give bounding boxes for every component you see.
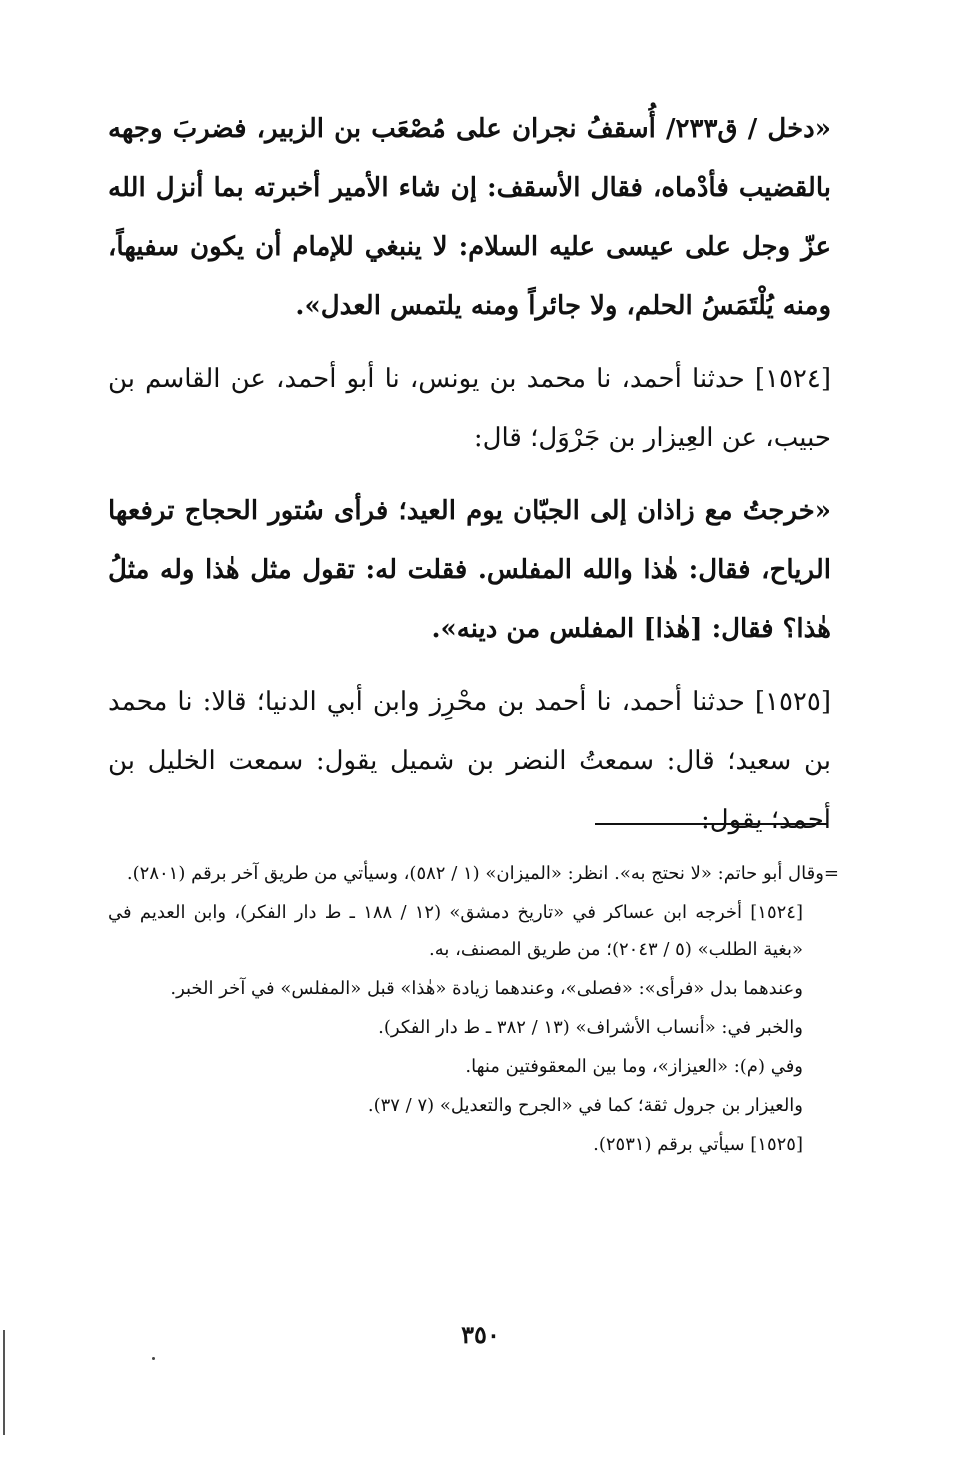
footnote-1525: [١٥٢٥] سيأتي برقم (٢٥٣١). [593,1134,803,1155]
main-text [108,100,831,850]
paragraph-1524-isnad: [١٥٢٤] حدثنا أحمد، نا محمد بن يونس، نا أبو أحمد، عن القاسم بن حبيب، عن العِيزار بن جَرْوَل؛ قال: [108,364,831,453]
footnote-1524-narrator: والعيزار بن جرول ثقة؛ كما في «الجرح والتعديل» (٧ / ٣٧). [367,1095,803,1116]
scan-edge-line [3,1330,5,1435]
footnote-separator [595,823,828,825]
footnote-continued: =وقال أبو حاتم: «لا نحتج به». انظر: «الميزان» (١ / ٥٨٢)، وسيأتي من طريق آخر برقم (٢٨٠١). [126,863,839,884]
footnote-1524-manuscript: وفي (م): «العيزاز»، وما بين المعقوفتين منها. [465,1056,803,1077]
footnote-1524-variant: وعندهما بدل «فرأى»: «فصلى»، وعندهما زيادة «هٰذا» قبل «المفلس» في آخر الخبر. [170,978,803,999]
scan-speck [152,1357,155,1360]
footnotes [108,855,839,1165]
paragraph-quote-1: «دخل / ق٢٣٣/ أُسقفُ نجران على مُصْعَب بن الزبير، فضربَ وجهه بالقضيب فأدْماه، فقال الأسقف: إن شاء الأمير أخبرته بما أنزل الله عزّ وجل على عيسى عليه السلام: لا ينبغي للإمام أن يكون سفيهاً، ومنه يُلْتَمَسُ الحلم، ولا جائراً ومنه يلتمس العدل». [108,114,831,321]
footnote-1524-source: والخبر في: «أنساب الأشراف» (١٣ / ٣٨٢ ـ ط دار الفكر). [378,1017,803,1038]
paragraph-quote-2: «خرجتُ مع زاذان إلى الجبّان يوم العيد؛ فرأى سُتور الحجاج ترفعها الرياح، فقال: هٰذا والله المفلس. فقلت له: تقول مثل هٰذا وله مثلُ هٰذا؟ فقال: [هٰذا] المفلس من دينه». [108,496,831,644]
page-number: ٣٥٠ [461,1320,500,1349]
paragraph-1525-isnad: [١٥٢٥] حدثنا أحمد، نا أحمد بن محْرِز وابن أبي الدنيا؛ قالا: نا محمد بن سعيد؛ قال: سمعتُ النضر بن شميل يقول: سمعت الخليل بن أحمد؛ يقول: [108,687,831,835]
footnote-1524: [١٥٢٤] أخرجه ابن عساكر في «تاريخ دمشق» (١٢ / ١٨٨ ـ ط دار الفكر)، وابن العديم في «بغية الطلب» (٥ / ٢٠٤٣)؛ من طريق المصنف، به. [108,902,803,960]
